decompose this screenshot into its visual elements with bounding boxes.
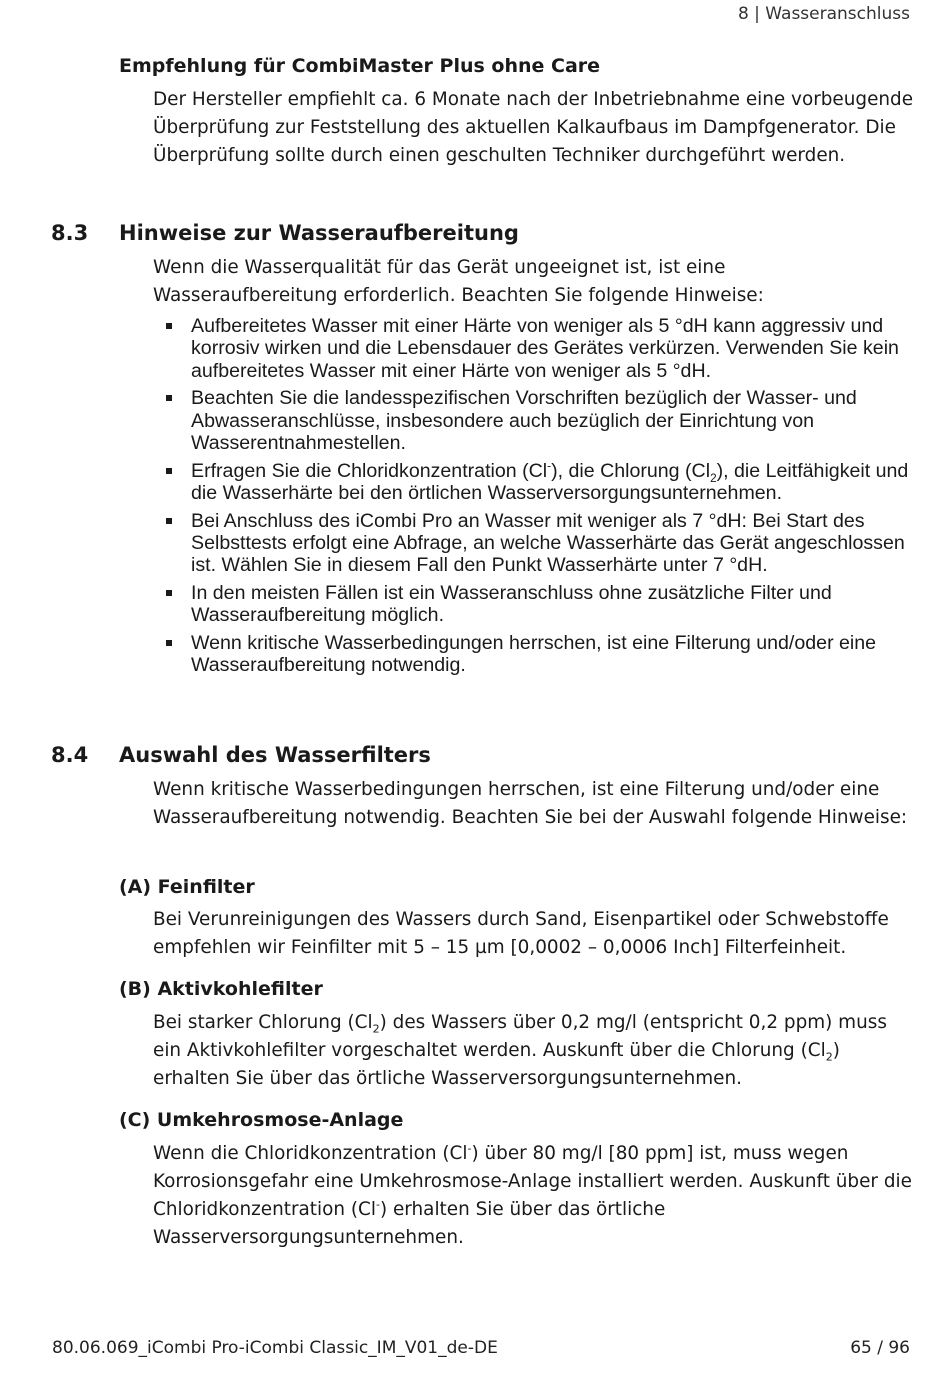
- subsection-a-text: Bei Verunreinigungen des Wassers durch Sand, Eisenpartikel oder Schwebstoffe empfehlen wir Feinfilter mit 5 – 15 µm [0,0002 – 0,0006 Inch] Filterfeinheit.: [153, 909, 889, 958]
- section-8-3-intro: Wenn die Wasserqualität für das Gerät ungeeignet ist, ist eine Wasseraufbereitung erforderlich. Beachten Sie folgende Hinweise:: [153, 257, 764, 306]
- subsection-c-text: Wenn die Chloridkonzentration (Cl-) über 80 mg/l [80 ppm] ist, muss wegen Korrosionsgefahr eine Umkehrosmose-Anlage installiert werden. Auskunft über die Chloridkonzentration (Cl-) erhalten Sie über das örtliche Wasserversorgungsunternehmen.: [153, 1141, 912, 1248]
- list-item: Bei Anschluss des iCombi Pro an Wasser mit weniger als 7 °dH: Bei Start des Selbsttests erfolgt eine Abfrage, an welche Wasserhärte das Gerät angeschlossen ist. Wählen Sie in diesem Fall den Punkt Wasserhärte unter 7 °dH.: [166, 510, 914, 577]
- recommendation-text: Der Hersteller empfiehlt ca. 6 Monate nach der Inbetriebnahme eine vorbeugende Überprüfung zur Feststellung des aktuellen Kalkaufbaus im Dampfgenerator. Die Überprüfung sollte durch einen geschulten Techniker durchgeführt werden.: [153, 89, 914, 166]
- section-title-8-4: Auswahl des Wasserfilters: [119, 743, 431, 767]
- subsection-c-heading: (C) Umkehrosmose-Anlage: [119, 1109, 404, 1131]
- bullet-square-icon: [166, 640, 172, 646]
- bullet-square-icon: [166, 590, 172, 596]
- bullet-square-icon: [166, 518, 172, 524]
- subsection-b-heading: (B) Aktivkohlefilter: [119, 978, 323, 1000]
- running-header: 8 | Wasseranschluss: [737, 4, 910, 24]
- section-8-4-intro: Wenn kritische Wasserbedingungen herrschen, ist eine Filterung und/oder eine Wasseraufbereitung notwendig. Beachten Sie bei der Auswahl folgende Hinweise:: [153, 779, 908, 828]
- section-8-3-bullet-list: [166, 315, 914, 682]
- footer-page-number: 65 / 96: [850, 1338, 910, 1358]
- section-title-8-3: Hinweise zur Wasseraufbereitung: [119, 221, 519, 245]
- list-item: In den meisten Fällen ist ein Wasseranschluss ohne zusätzliche Filter und Wasseraufbereitung möglich.: [166, 582, 914, 627]
- footer-document-id: 80.06.069_iCombi Pro-iCombi Classic_IM_V01_de-DE: [52, 1338, 498, 1358]
- list-item: Erfragen Sie die Chloridkonzentration (Cl-), die Chlorung $(Cl_2)$, die Leitfähigkeit und die Wasserhärte bei den örtlichen Wasserversorgungsunternehmen.: [166, 460, 914, 505]
- subsection-b-text: Bei starker Chlorung $(Cl_2)$ des Wassers über 0,2 mg/l (entspricht 0,2 ppm) muss ein Aktivkohlefilter vorgeschaltet werden. Auskunft über die Chlorung $(Cl_2)$ erhalten Sie über das örtliche Wasserversorgungsunternehmen.: [153, 1012, 887, 1089]
- list-item: Wenn kritische Wasserbedingungen herrschen, ist eine Filterung und/oder eine Wasseraufbereitung notwendig.: [166, 632, 914, 677]
- subsection-a-heading: (A) Feinfilter: [119, 876, 255, 898]
- list-item: Beachten Sie die landesspezifischen Vorschriften bezüglich der Wasser- und Abwasseranschlüsse, insbesondere auch bezüglich der Einrichtung von Wasserentnahmestellen.: [166, 387, 914, 454]
- list-item: Aufbereitetes Wasser mit einer Härte von weniger als 5 °dH kann aggressiv und korrosiv wirken und die Lebensdauer des Gerätes verkürzen. Verwenden Sie kein aufbereitetes Wasser mit einer Härte von weniger als 5 °dH.: [166, 315, 914, 382]
- recommendation-heading: Empfehlung für CombiMaster Plus ohne Care: [119, 55, 601, 77]
- bullet-square-icon: [166, 323, 172, 329]
- section-number-8-4: 8.4: [51, 743, 89, 767]
- bullet-square-icon: [166, 395, 172, 401]
- bullet-square-icon: [166, 468, 172, 474]
- section-number-8-3: 8.3: [51, 221, 89, 245]
